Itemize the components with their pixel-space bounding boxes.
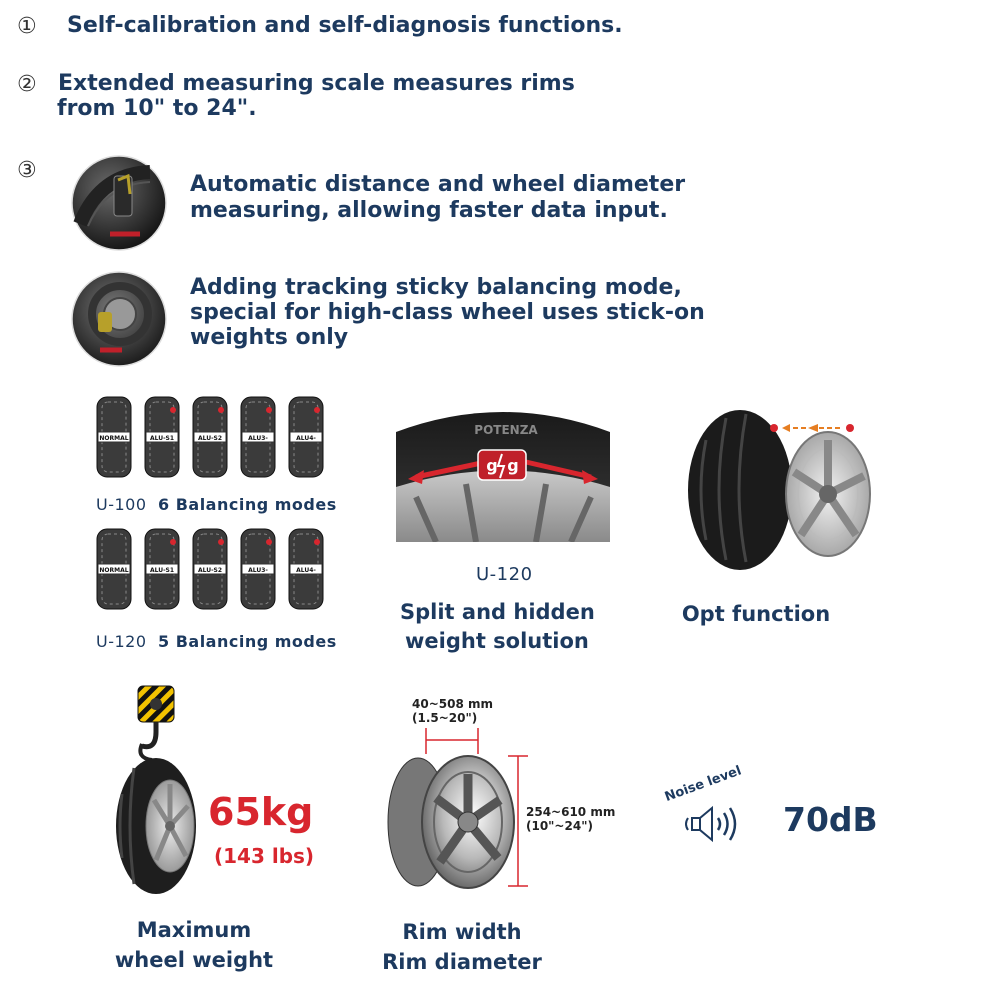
balancing-modes-row-2 (96, 528, 336, 614)
tyre-mode-icon (96, 396, 132, 478)
rim-diameter-in: (10"~24") (526, 819, 593, 833)
split-weight-photo (396, 392, 610, 542)
split-weight-caption-2: weight solution (405, 629, 589, 653)
tyre-mode-label: ALU4- (296, 567, 316, 574)
tyre-mode-icon (288, 396, 324, 478)
tyre-mode-icon (240, 396, 276, 478)
sticky-weight-photo (70, 270, 168, 368)
tyre-mode-label: ALU4- (296, 435, 316, 442)
feature-1-text: Self-calibration and self-diagnosis functions. (67, 13, 623, 38)
sub-feature-2-line-2: special for high-class wheel uses stick-on (190, 300, 705, 325)
split-weight-caption-1: Split and hidden (400, 600, 595, 624)
tyre-mode-icon (144, 396, 180, 478)
opt-function-caption: Opt function (681, 602, 831, 626)
tyre-mode-label: ALU-S2 (197, 567, 223, 574)
balancing-modes-row-1-model: U-100 (96, 495, 147, 514)
opt-function-photo (686, 400, 876, 572)
max-weight-caption-1: Maximum (136, 918, 252, 942)
sub-feature-1-line-1: Automatic distance and wheel diameter (190, 172, 686, 197)
rim-caption-1: Rim width (402, 920, 522, 944)
balancing-modes-row-2-model: U-120 (96, 632, 147, 651)
feature-1-number: ① (17, 14, 37, 39)
speaker-icon (680, 804, 744, 844)
tyre-mode-icon (240, 528, 276, 610)
tyre-mode-icon (96, 528, 132, 610)
sub-feature-2-line-1: Adding tracking sticky balancing mode, (190, 275, 682, 300)
noise-level-value: 70dB (783, 800, 878, 839)
balancing-modes-row-2-label: 5 Balancing modes (158, 632, 337, 651)
feature-2-line-1: Extended measuring scale measures rims (58, 71, 575, 96)
sub-feature-1-line-2: measuring, allowing faster data input. (190, 198, 668, 223)
max-weight-value: 65kg (208, 790, 314, 834)
tyre-mode-label: ALU-S1 (149, 567, 175, 574)
feature-2-number: ② (17, 72, 37, 97)
rim-caption-2: Rim diameter (382, 950, 542, 974)
feature-2-line-2: from 10" to 24". (57, 96, 257, 121)
max-weight-photo (112, 684, 202, 896)
max-weight-lbs: (143 lbs) (214, 844, 315, 868)
tyre-mode-icon (288, 528, 324, 610)
balancing-modes-row-1-label: 6 Balancing modes (158, 495, 337, 514)
wheel-gauge-photo (70, 154, 168, 252)
noise-level-title: Noise level (662, 763, 744, 805)
tyre-mode-icon (144, 528, 180, 610)
split-weight-badge-left: g (486, 456, 498, 475)
tyre-mode-label: ALU3- (248, 435, 268, 442)
rim-photo (380, 728, 530, 898)
feature-3-number: ③ (17, 158, 37, 183)
tyre-mode-label: NORMAL (99, 435, 129, 442)
split-weight-model: U-120 (476, 564, 533, 585)
tyre-mode-label: ALU3- (248, 567, 268, 574)
rim-width-in: (1.5~20") (412, 711, 478, 725)
rim-diameter-mm: 254~610 mm (526, 805, 616, 819)
tyre-mode-label: ALU-S2 (197, 435, 223, 442)
tyre-mode-icon (192, 528, 228, 610)
balancing-modes-row-1 (96, 396, 336, 482)
tyre-mode-icon (192, 396, 228, 478)
tyre-brand-text: POTENZA (474, 423, 538, 437)
max-weight-caption-2: wheel weight (114, 948, 274, 972)
rim-width-mm: 40~508 mm (412, 697, 493, 711)
split-weight-badge-right: g (507, 456, 519, 475)
sub-feature-2-line-3: weights only (190, 325, 349, 350)
tyre-mode-label: ALU-S1 (149, 435, 175, 442)
tyre-mode-label: NORMAL (99, 567, 129, 574)
